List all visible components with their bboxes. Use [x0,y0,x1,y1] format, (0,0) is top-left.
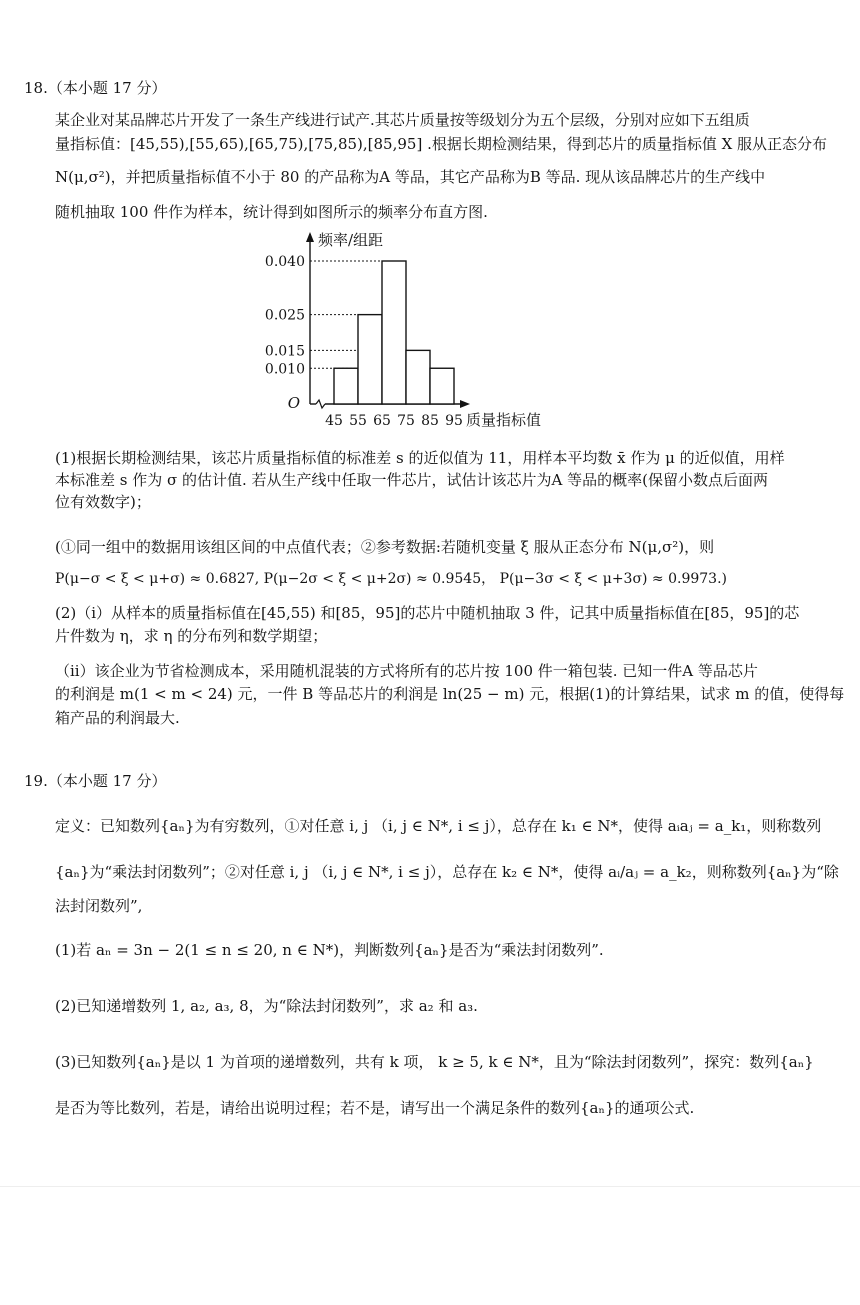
x-tick-label: 45 [325,413,343,429]
q18-part2-line-5: 箱产品的利润最大. [55,709,180,727]
histogram-bar [406,350,430,404]
q18-part1-line-1: (1)根据长期检测结果，该芯片质量指标值的标准差 s 的近似值为 11，用样本平均数 x̄ 作为 μ 的近似值，用样 [55,449,785,467]
y-tick-label: 0.040 [264,254,305,270]
histogram-bars [334,261,454,404]
x-tick-label: 55 [349,413,367,429]
q18-part2-line-4: 的利润是 m(1 < m < 24) 元，一件 B 等品芯片的利润是 ln(25 − m) 元，根据(1)的计算结果，试求 m 的值，使得每 [55,685,845,703]
histogram-bar [430,368,454,404]
y-axis-arrow [306,232,314,242]
q19-part3-line-2: 是否为等比数列，若是，请给出说明过程；若不是，请写出一个满足条件的数列{aₙ}的通项公式. [55,1099,695,1117]
q18-part1-line-3: 位有效数字)； [55,493,151,511]
origin-label: O [287,394,300,412]
histogram-bar [334,368,358,404]
y-tick-label: 0.010 [264,361,305,378]
q18-part2-line-3: （ii）该企业为节省检测成本，采用随机混装的方式将所有的芯片按 100 件一箱包装. 已知一件A 等品芯片 [55,662,758,680]
q19-heading: 19.（本小题 17 分） [24,772,167,790]
q18-part2-line-2: 片件数为 η，求 η 的分布列和数学期望； [55,627,328,645]
q18-intro-line-3: N(μ,σ²)，并把质量指标值不小于 80 的产品称为A 等品，其它产品称为B 等品. 现从该品牌芯片的生产线中 [55,168,766,186]
q19-part3-line-1: (3)已知数列{aₙ}是以 1 为首项的递增数列，共有 k 项， k ≥ 5, k ∈ N*，且为“除法封闭数列”，探究：数列{aₙ} [55,1053,814,1071]
y-tick-label: 0.015 [264,343,305,360]
x-tick-label: 75 [397,413,415,429]
y-axis-title: 频率/组距 [318,231,384,249]
q18-intro-line-1: 某企业对某品牌芯片开发了一条生产线进行试产.其芯片质量按等级划分为五个层级，分别对应如下五组质 [55,111,750,129]
x-axis-arrow [460,400,470,408]
x-axis-title: 质量指标值 [466,411,542,429]
q19-part1: (1)若 aₙ = 3n − 2(1 ≤ n ≤ 20, n ∈ N*)，判断数列{aₙ}是否为“乘法封闭数列”. [55,941,604,959]
x-tick-label: 65 [373,413,391,429]
q19-definition-line-2: {aₙ}为“乘法封闭数列”；②对任意 i, j （i, j ∈ N*, i ≤ j），总存在 k₂ ∈ N*，使得 aᵢ/aⱼ = a_k₂，则称数列{aₙ}为“除 [55,863,839,881]
q19-definition-line-3: 法封闭数列”, [55,897,143,915]
x-axis-break [316,400,325,408]
q19-part2: (2)已知递增数列 1, a₂, a₃, 8，为“除法封闭数列”，求 a₂ 和 a₃. [55,997,478,1015]
q18-reference-line-1: (①同一组中的数据用该组区间的中点值代表；②参考数据:若随机变量 ξ 服从正态分布 N(μ,σ²)，则 [55,538,715,556]
frequency-histogram [262,226,582,438]
x-tick-label: 85 [421,413,439,429]
histogram-bar [382,261,406,404]
q18-reference-line-2: P(μ−σ < ξ < μ+σ) ≈ 0.6827, P(μ−2σ < ξ < μ+2σ) ≈ 0.9545， P(μ−3σ < ξ < μ+3σ) ≈ 0.9973.) [55,571,728,587]
histogram-bar [358,315,382,404]
q18-part1-line-2: 本标准差 s 作为 σ 的估计值. 若从生产线中任取一件芯片，试估计该芯片为A 等品的概率(保留小数点后面两 [55,471,769,489]
q18-heading: 18.（本小题 17 分） [24,79,167,97]
page-bottom-divider [0,1186,860,1187]
q18-intro-line-4: 随机抽取 100 件作为样本，统计得到如图所示的频率分布直方图. [55,203,488,221]
y-tick-label: 0.025 [264,307,305,324]
q18-intro-line-2: 量指标值：[45,55),[55,65),[65,75),[75,85),[85,95] .根据长期检测结果，得到芯片的质量指标值 X 服从正态分布 [55,135,828,153]
q18-part2-line-1: (2)（i）从样本的质量指标值在[45,55) 和[85，95]的芯片中随机抽取 3 件，记其中质量指标值在[85，95]的芯 [55,604,800,622]
q19-definition-line-1: 定义：已知数列{aₙ}为有穷数列，①对任意 i, j （i, j ∈ N*, i ≤ j），总存在 k₁ ∈ N*，使得 aᵢaⱼ = a_k₁，则称数列 [55,817,822,835]
x-tick-label: 95 [445,413,463,429]
